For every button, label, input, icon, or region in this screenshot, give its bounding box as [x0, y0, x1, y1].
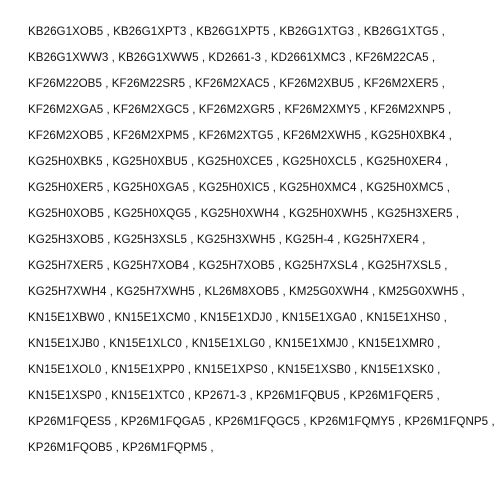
text-line-14: KN15E1XOL0 , KN15E1XPP0 , KN15E1XPS0 , KN15E1XSB0 , KN15E1XSK0 , — [28, 363, 441, 376]
text-line-3: KF26M22OB5 , KF26M22SR5 , KF26M2XAC5 , KF26M2XBU5 , KF26M2XER5 , — [28, 77, 445, 90]
text-line-11: KG25H7XWH4 , KG25H7XWH5 , KL26M8XOB5 , KM25G0XWH4 , KM25G0XWH5 , — [28, 285, 465, 298]
text-line-4: KF26M2XGA5 , KF26M2XGC5 , KF26M2XGR5 , KF26M2XMY5 , KF26M2XNP5 , — [28, 103, 452, 116]
text-line-5: KF26M2XOB5 , KF26M2XPM5 , KF26M2XTG5 , KF26M2XWH5 , KG25H0XBK4 , — [28, 129, 452, 142]
text-line-7: KG25H0XER5 , KG25H0XGA5 , KG25H0XIC5 , KG25H0XMC4 , KG25H0XMC5 , — [28, 181, 451, 194]
text-line-9: KG25H3XOB5 , KG25H3XSL5 , KG25H3XWH5 , KG25H-4 , KG25H7XER4 , — [28, 233, 426, 246]
text-line-8: KG25H0XOB5 , KG25H0XQG5 , KG25H0XWH4 , KG25H0XWH5 , KG25H3XER5 , — [28, 207, 460, 220]
text-line-10: KG25H7XER5 , KG25H7XOB4 , KG25H7XOB5 , KG25H7XSL4 , KG25H7XSL5 , — [28, 259, 448, 272]
text-line-16: KP26M1FQES5 , KP26M1FQGA5 , KP26M1FQGC5 , KP26M1FQMY5 , KP26M1FQNP5 , — [28, 415, 495, 428]
text-line-13: KN15E1XJB0 , KN15E1XLC0 , KN15E1XLG0 , KN15E1XMJ0 , KN15E1XMR0 , — [28, 337, 441, 350]
text-line-6: KG25H0XBK5 , KG25H0XBU5 , KG25H0XCE5 , KG25H0XCL5 , KG25H0XER4 , — [28, 155, 449, 168]
text-line-1: KB26G1XOB5 , KB26G1XPT3 , KB26G1XPT5 , KB26G1XTG3 , KB26G1XTG5 , — [28, 25, 445, 38]
text-line-12: KN15E1XBW0 , KN15E1XCM0 , KN15E1XDJ0 , KN15E1XGA0 , KN15E1XHS0 , — [28, 311, 447, 324]
text-line-2: KB26G1XWW3 , KB26G1XWW5 , KD2661-3 , KD2661XMC3 , KF26M22CA5 , — [28, 51, 436, 64]
text-line-17: KP26M1FQOB5 , KP26M1FQPM5 , — [28, 441, 214, 454]
text-line-15: KN15E1XSP0 , KN15E1XTC0 , KP2671-3 , KP26M1FQBU5 , KP26M1FQER5 , — [28, 389, 440, 402]
